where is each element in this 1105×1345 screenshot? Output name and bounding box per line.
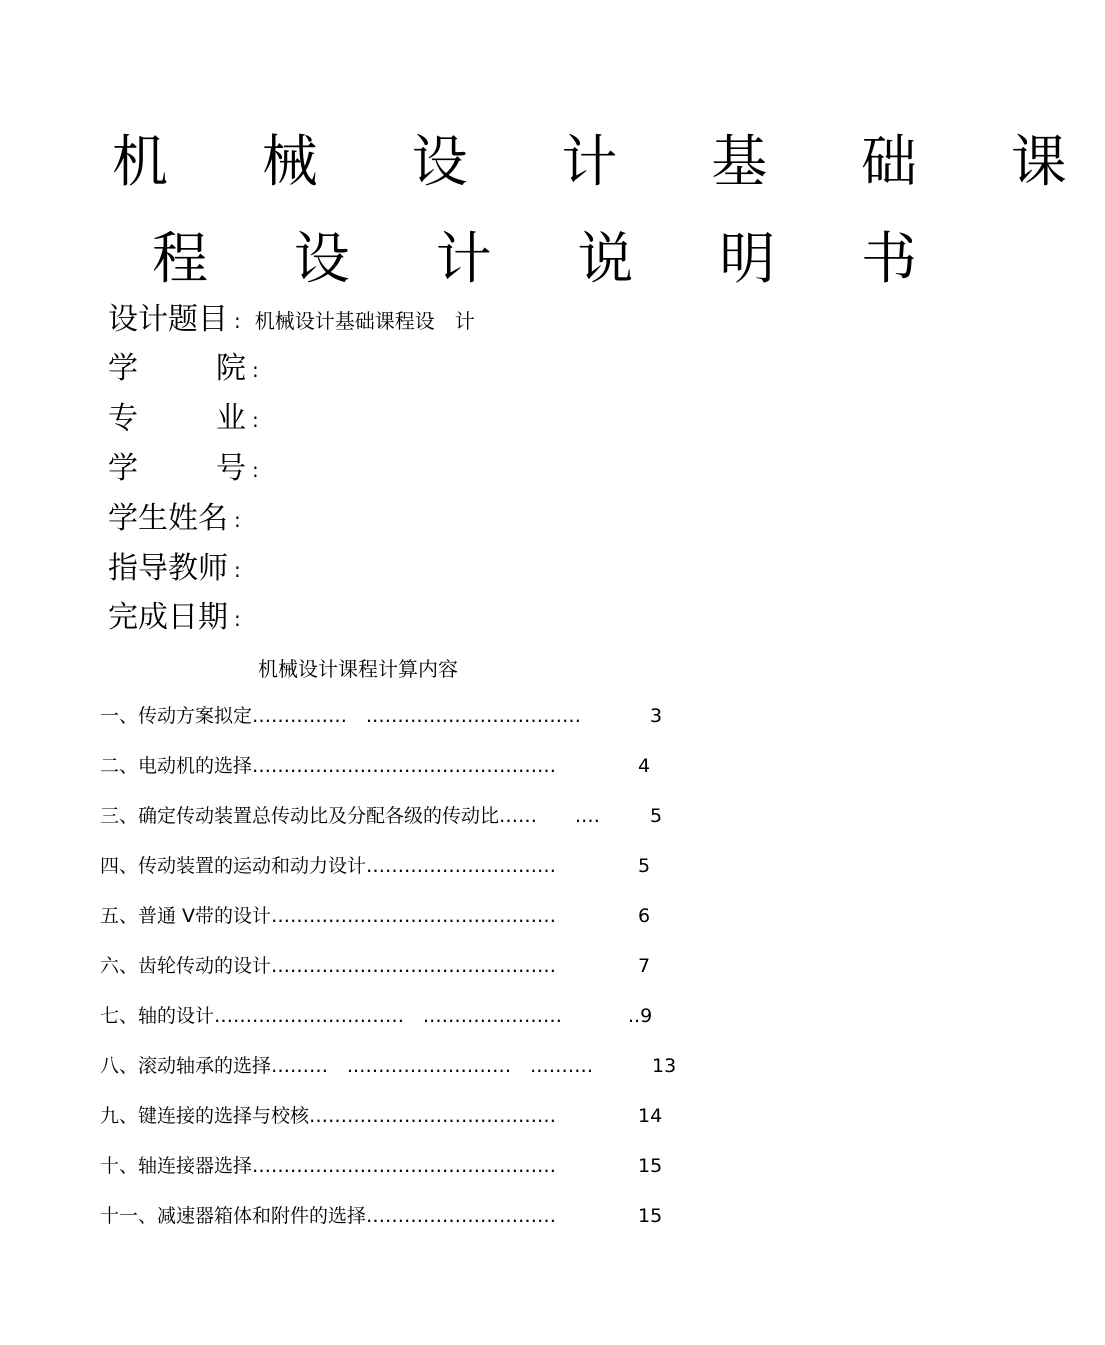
toc-page-number: 13: [652, 1055, 677, 1077]
field-colon: :: [234, 557, 241, 582]
field-design-topic: [108, 300, 475, 341]
toc-item[interactable]: [100, 803, 680, 829]
toc-heading: 机械设计课程计算内容: [258, 657, 458, 681]
toc-item[interactable]: [100, 1003, 680, 1029]
field-major: [108, 399, 273, 440]
toc-item[interactable]: [100, 1103, 680, 1129]
field-label: 设计题目: [108, 302, 228, 337]
toc-page-number: 6: [638, 905, 651, 927]
toc-entry-text: 八、滚动轴承的选择……… ..…………………… .………: [100, 1055, 594, 1077]
field-label: 学号: [108, 451, 246, 486]
toc-entry-text: 六、齿轮传动的设计………………………………………: [100, 955, 557, 977]
field-student-id: [108, 449, 273, 490]
toc-page-number: 7: [638, 955, 651, 977]
toc-item[interactable]: [100, 903, 680, 929]
toc-entry-text: 七、轴的设计………………………… .…………………: [100, 1005, 563, 1027]
toc-entry-text: 三、确定传动装置总传动比及分配各级的传动比…… .…: [100, 805, 601, 827]
field-label: 学院: [108, 351, 246, 386]
field-student-name: [108, 499, 255, 540]
field-label: 指导教师: [108, 551, 228, 586]
toc-page-number: 5: [638, 855, 651, 877]
toc-entry-text: 二、电动机的选择…………………………………………: [100, 755, 557, 777]
toc-item[interactable]: [100, 853, 680, 879]
field-colon: :: [234, 606, 241, 631]
toc-entry-text: 九、键连接的选择与校核…………………………………: [100, 1105, 557, 1127]
field-colon: :: [252, 357, 259, 382]
toc-item[interactable]: [100, 753, 680, 779]
toc-page-number: 5: [650, 805, 663, 827]
toc-entry-text: 十一、减速器箱体和附件的选择…………………………: [100, 1205, 557, 1227]
field-value: 机械设计基础课程设 计: [254, 308, 475, 333]
toc-page-number: 14: [638, 1105, 663, 1127]
toc-item[interactable]: [100, 953, 680, 979]
toc-entry-text: 四、传动装置的运动和动力设计…………………………: [100, 855, 557, 877]
field-colon: :: [252, 457, 259, 482]
toc-item[interactable]: [100, 1153, 680, 1179]
toc-page-number: 15: [638, 1205, 663, 1227]
field-completion-date: [108, 598, 255, 639]
toc-page-number: 4: [638, 755, 651, 777]
toc-item[interactable]: [100, 1203, 680, 1229]
field-label: 完成日期: [108, 600, 228, 635]
toc-entry-text: 十、轴连接器选择…………………………………………: [100, 1155, 557, 1177]
document-title-line-2: 程 设 计 说 明 书: [152, 227, 952, 292]
toc-page-number: ..9: [628, 1005, 653, 1027]
field-advisor: [108, 549, 255, 590]
field-colon: :: [234, 308, 241, 333]
toc-page-number: 15: [638, 1155, 663, 1177]
document-title-line-1: 机 械 设 计 基 础 课: [112, 130, 1105, 195]
toc-entry-text: 一、传动方案拟定…………… .……………………………: [100, 705, 582, 727]
toc-item[interactable]: [100, 1053, 680, 1079]
field-college: [108, 349, 273, 390]
toc-page-number: 3: [650, 705, 663, 727]
field-colon: :: [234, 507, 241, 532]
field-label: 学生姓名: [108, 501, 228, 536]
field-label: 专业: [108, 401, 246, 436]
field-colon: :: [252, 407, 259, 432]
toc-item[interactable]: [100, 703, 680, 729]
toc-entry-text: 五、普通 V带的设计………………………………………: [100, 905, 557, 927]
